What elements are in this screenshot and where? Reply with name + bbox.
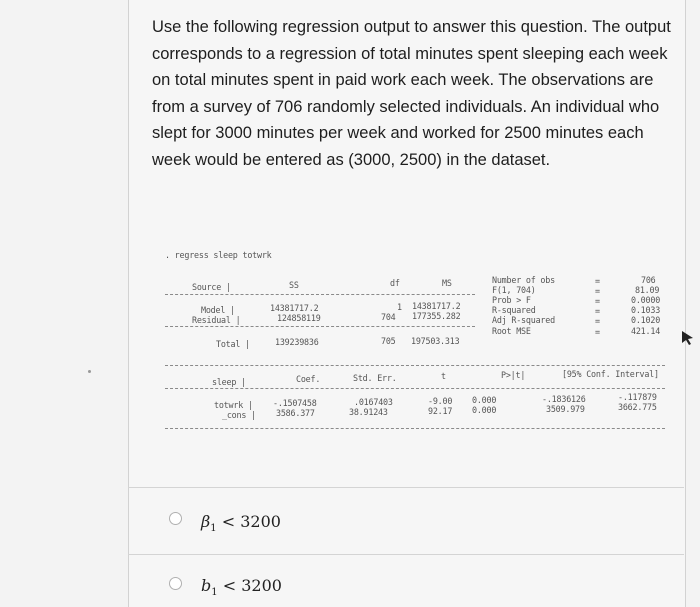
regress-command: . regress sleep totwrk [165, 250, 272, 260]
stat-value-1: 81.09 [635, 285, 660, 295]
stat-value-2: 0.0000 [631, 295, 661, 305]
coef-top-rule [165, 365, 665, 366]
option-radio-1[interactable] [169, 577, 182, 590]
coef-row-1-ci-high: 3662.775 [618, 402, 657, 412]
stat-eq-4: = [595, 316, 600, 326]
anova-ss-header: SS [289, 280, 299, 290]
coef-bottom-rule [165, 428, 665, 429]
stat-value-0: 706 [641, 275, 656, 285]
anova-model-label: Model | [201, 305, 235, 315]
anova-total-label: Total | [216, 339, 250, 349]
stat-eq-3: = [595, 306, 600, 316]
anova-df-header: df [390, 278, 400, 288]
anova-residual-df: 704 [381, 312, 396, 322]
coef-row-0-coef: -.1507458 [273, 398, 317, 408]
anova-total-df: 705 [381, 336, 396, 346]
coef-dep-header: sleep | [212, 377, 246, 387]
anova-model-ms: 14381717.2 [412, 301, 461, 311]
coef-se-header: Std. Err. [353, 373, 397, 383]
stat-eq-2: = [595, 296, 600, 306]
mouse-cursor-icon [681, 330, 695, 346]
anova-residual-label: Residual | [192, 315, 241, 325]
anova-ms-header: MS [442, 278, 452, 288]
coef-header-rule [165, 388, 665, 389]
stat-label-5: Root MSE [492, 326, 531, 336]
coef-t-header: t [441, 371, 446, 381]
coef-ci-header: [95% Conf. Interval] [562, 369, 659, 379]
coef-row-0-se: .0167403 [354, 397, 393, 407]
anova-residual-ss: 124858119 [277, 313, 321, 323]
anova-total-ss: 139239836 [275, 337, 319, 347]
stat-label-1: F(1, 704) [492, 285, 536, 295]
anova-residual-ms: 177355.282 [412, 311, 461, 321]
stat-eq-1: = [595, 286, 600, 296]
coef-p-header: P>|t| [501, 370, 526, 380]
coef-row-1-t: 92.17 [428, 406, 453, 416]
option-divider-top [128, 487, 684, 488]
option-label-1[interactable]: $b_1 < 3200$ [201, 576, 282, 599]
coef-row-1-ci-low: 3509.979 [546, 404, 585, 414]
stat-label-4: Adj R-squared [492, 315, 555, 325]
stat-eq-0: = [595, 276, 600, 286]
option-radio-0[interactable] [169, 512, 182, 525]
coef-row-0-ci-high: -.117879 [618, 392, 657, 402]
anova-total-ms: 197503.313 [411, 336, 460, 346]
coef-row-0-label: totwrk | [214, 400, 253, 410]
stat-value-3: 0.1033 [631, 305, 661, 315]
anova-total-rule [165, 326, 475, 327]
coef-row-1-coef: 3586.377 [276, 408, 315, 418]
anova-source-header: Source | [192, 282, 231, 292]
coef-row-1-label: _cons | [222, 410, 256, 420]
stat-label-2: Prob > F [492, 295, 531, 305]
coef-row-0-ci-low: -.1836126 [542, 394, 586, 404]
stat-eq-5: = [595, 327, 600, 337]
question-text: Use the following regression output to answer this question. The output corresponds to a regression of total minutes spent sleeping each week on total minutes spent in paid work each week. The observations are from a survey of 706 randomly selected individuals. An individual who slept for 3000 minutes per week and worked for 2500 minutes each week would be entered as (3000, 2500) in the dataset. [152, 18, 671, 169]
anova-model-ss: 14381717.2 [270, 303, 319, 313]
option-label-0[interactable]: $\beta_1 < 3200$ [201, 512, 281, 535]
coef-row-1-p: 0.000 [472, 405, 497, 415]
coef-coef-header: Coef. [296, 374, 321, 384]
anova-header-rule [165, 294, 475, 295]
anova-model-df: 1 [397, 302, 402, 312]
coef-row-0-t: -9.00 [428, 396, 453, 406]
option-divider-middle [128, 554, 684, 555]
stat-value-5: 421.14 [631, 326, 661, 336]
regression-output [165, 250, 665, 450]
coef-row-0-p: 0.000 [472, 395, 497, 405]
stat-label-3: R-squared [492, 305, 536, 315]
coef-row-1-se: 38.91243 [349, 407, 388, 417]
stat-label-0: Number of obs [492, 275, 555, 285]
margin-dot [88, 370, 91, 373]
stat-value-4: 0.1020 [631, 315, 661, 325]
